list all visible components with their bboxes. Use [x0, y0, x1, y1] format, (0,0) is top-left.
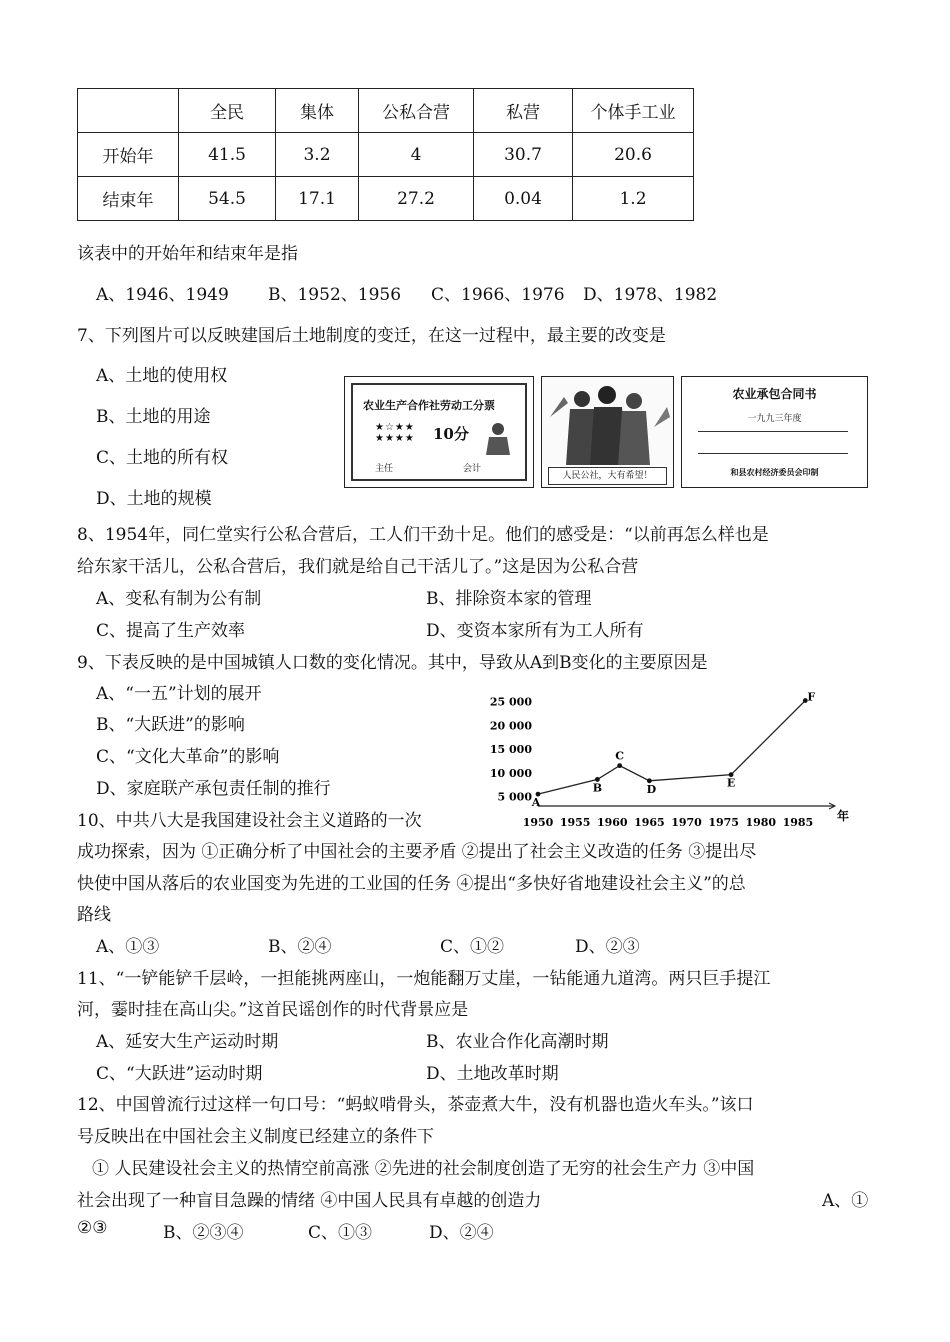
contract-line [698, 451, 848, 454]
table-cell: 0.04 [474, 177, 573, 221]
table-cell: 公私合营 [359, 89, 474, 133]
point-label: D [646, 782, 657, 796]
table-cell: 1.2 [573, 177, 694, 221]
q11-option-d: D、土地改革时期 [426, 1064, 559, 1084]
q12-option-a-end: ②③ [77, 1218, 108, 1238]
table-cell: 开始年 [78, 133, 179, 177]
q9-option-c: C、“文化大革命”的影响 [96, 747, 280, 767]
q12-option-d: D、②④ [429, 1223, 494, 1243]
contract-footer: 和县农村经济委员会印制 [730, 467, 819, 477]
point-label: B [592, 781, 603, 795]
table-cell [78, 89, 179, 133]
point-label: E [726, 776, 736, 790]
farmer-figure-icon [483, 421, 513, 457]
ticket-right-sign: 会计 [463, 464, 482, 474]
q10-option-b: B、②④ [268, 937, 332, 957]
x-tick-label: 1970 [671, 816, 702, 829]
q6-option-b: B、1952、1956 [268, 285, 402, 305]
q10-option-a: A、①③ [96, 937, 160, 957]
data-point [617, 763, 622, 768]
q12-option-c: C、①③ [308, 1223, 373, 1243]
point-label: A [531, 796, 541, 810]
q10-option-c: C、①② [440, 937, 505, 957]
q9-option-b: B、“大跃进”的影响 [96, 715, 245, 735]
urban-population-chart [480, 688, 850, 834]
commune-people-icon [542, 377, 673, 465]
q12-option-b: B、②③④ [163, 1223, 244, 1243]
q10-line4: 路线 [77, 905, 111, 925]
table-cell: 54.5 [179, 177, 276, 221]
q8-line1: 8、1954年，同仁堂实行公私合营后，工人们干劲十足。他们的感受是：“以前再怎么样也是 [77, 525, 769, 545]
table-cell: 20.6 [573, 133, 694, 177]
data-table [77, 88, 694, 221]
x-tick-label: 1950 [522, 816, 554, 829]
commune-poster-image [541, 376, 674, 488]
x-tick-label: 1975 [708, 816, 739, 829]
ticket-left-sign: 主任 [375, 464, 394, 474]
q12-option-a-start: A、① [822, 1191, 869, 1211]
table-cell: 30.7 [474, 133, 573, 177]
table-cell: 27.2 [359, 177, 474, 221]
table-cell: 私营 [474, 89, 573, 133]
point-label: F [807, 690, 816, 704]
table-cell: 结束年 [78, 177, 179, 221]
table-cell: 个体手工业 [573, 89, 694, 133]
y-tick-label: 20 000 [489, 719, 532, 733]
q7-option-c: C、土地的所有权 [96, 448, 229, 468]
q12-line4: 社会出现了一种盲目急躁的情绪 ④中国人民具有卓越的创造力 [77, 1191, 542, 1211]
q8-option-b: B、排除资本家的管理 [426, 589, 592, 609]
table-row [78, 133, 694, 177]
q9-option-a: A、“一五”计划的展开 [96, 684, 262, 704]
ticket-value: 10分 [433, 425, 469, 443]
poster-caption: 人民公社，大有希望！ [548, 467, 667, 485]
table-cell: 集体 [276, 89, 359, 133]
x-tick-label: 1985 [782, 816, 814, 829]
q12-line2: 号反映出在中国社会主义制度已经建立的条件下 [77, 1127, 434, 1147]
q10-option-d: D、②③ [575, 937, 640, 957]
x-axis-label: 年 [837, 809, 850, 823]
q6-stem: 该表中的开始年和结束年是指 [77, 244, 298, 264]
q8-option-d: D、变资本家所有为工人所有 [426, 621, 644, 641]
q11-line1: 11、“一铲能铲千层岭，一担能挑两座山，一炮能翻万丈崖，一钻能通九道湾。两只巨手提江 [77, 969, 771, 989]
q8-line2: 给东家干活儿，公私合营后，我们就是给自己干活儿了。”这是因为公私合营 [77, 557, 639, 577]
q11-option-c: C、“大跃进”运动时期 [96, 1064, 263, 1084]
y-tick-label: 5 000 [497, 790, 532, 804]
table-header-row [78, 89, 694, 133]
q10-line1: 10、中共八大是我国建设社会主义道路的一次 [77, 811, 422, 831]
q9-stem: 9、下表反映的是中国城镇人口数的变化情况。其中，导致从A到B变化的主要原因是 [77, 653, 708, 673]
q7-stem: 7、下列图片可以反映建国后土地制度的变迁，在这一过程中，最主要的改变是 [77, 326, 666, 346]
point-label: C [615, 749, 625, 763]
ticket-title: 农业生产合作社劳动工分票 [363, 399, 495, 412]
y-tick-label: 25 000 [489, 695, 532, 709]
q10-line3: 快使中国从落后的农业国变为先进的工业国的任务 ④提出“多快好省地建设社会主义”的总 [77, 874, 746, 894]
series-line [538, 701, 805, 795]
q8-option-a: A、变私有制为公有制 [96, 589, 262, 609]
q11-option-b: B、农业合作化高潮时期 [426, 1032, 609, 1052]
table-cell: 41.5 [179, 133, 276, 177]
contract-year: 一九九三年度 [747, 414, 802, 424]
x-tick-label: 1960 [596, 816, 628, 829]
q9-option-d: D、家庭联产承包责任制的推行 [96, 779, 331, 799]
q7-option-a: A、土地的使用权 [96, 366, 228, 386]
x-tick-label: 1955 [559, 816, 591, 829]
q6-option-a: A、1946、1949 [96, 285, 229, 305]
q6-option-d: D、1978、1982 [583, 285, 718, 305]
y-tick-label: 15 000 [489, 743, 532, 756]
q11-line2: 河，霎时挂在高山尖。”这首民谣创作的时代背景应是 [77, 1000, 469, 1020]
table-cell: 全民 [179, 89, 276, 133]
table-cell: 4 [359, 133, 474, 177]
q7-option-d: D、土地的规模 [96, 489, 212, 509]
table-cell: 3.2 [276, 133, 359, 177]
q12-line3: ① 人民建设社会主义的热情空前高涨 ②先进的社会制度创造了无穷的社会生产力 ③中国 [92, 1159, 755, 1179]
stars-icon: ★☆★★ ★★★★ [375, 422, 415, 444]
table-cell: 17.1 [276, 177, 359, 221]
q10-line2: 成功探索，因为 ①正确分析了中国社会的主要矛盾 ②提出了社会主义改造的任务 ③提出尽 [77, 842, 757, 862]
x-tick-label: 1965 [634, 816, 665, 829]
q7-option-b: B、土地的用途 [96, 407, 211, 427]
q12-line1: 12、中国曾流行过这样一句口号：“蚂蚁啃骨头，茶壶煮大牛，没有机器也造火车头。”该口 [77, 1095, 754, 1115]
q8-option-c: C、提高了生产效率 [96, 621, 246, 641]
contract-line [698, 429, 848, 432]
work-point-ticket-image [344, 376, 534, 488]
q6-option-c: C、1966、1976 [431, 285, 565, 305]
contract-title: 农业承包合同书 [732, 387, 817, 401]
x-tick-label: 1980 [745, 816, 777, 829]
table-row [78, 177, 694, 221]
y-tick-label: 10 000 [489, 766, 532, 780]
contract-image [681, 376, 868, 488]
q11-option-a: A、延安大生产运动时期 [96, 1032, 279, 1052]
